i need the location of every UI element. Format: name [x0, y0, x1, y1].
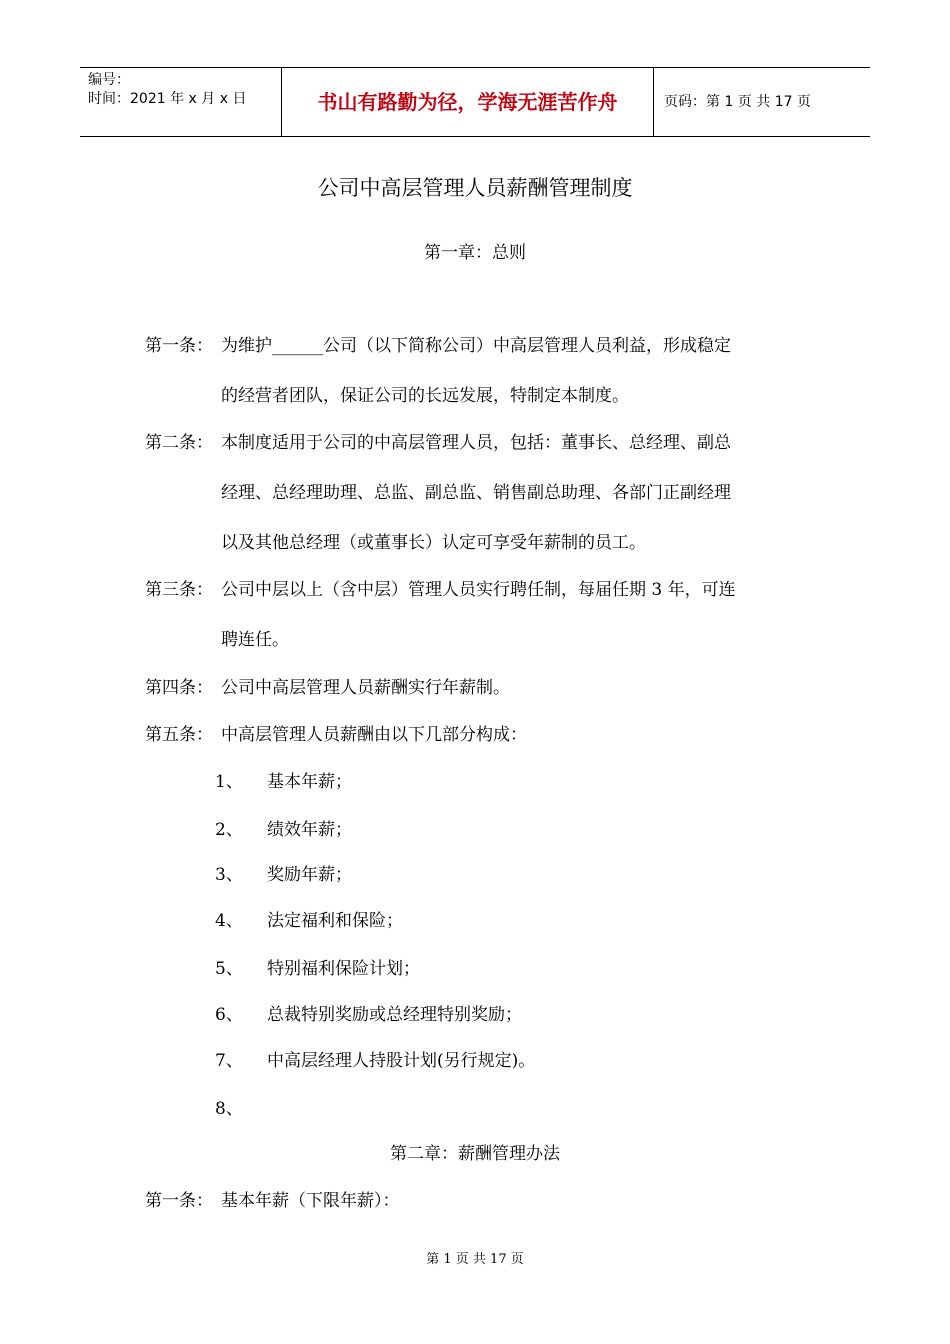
chapter-2-heading: 第二章：薪酬管理办法: [390, 1144, 560, 1164]
list-item-text: 中高层经理人持股计划(另行规定)。: [267, 1051, 536, 1071]
article-2-label: 第二条：: [145, 433, 213, 453]
header-page-info: 页码：第 1 页 共 17 页: [664, 94, 811, 110]
page-footer: 第 1 页 共 17 页: [426, 1252, 524, 1267]
article-4-label: 第四条：: [145, 678, 213, 698]
number-label: 编号：: [88, 72, 130, 88]
list-item-text: 法定福利和保险；: [267, 911, 403, 931]
list-item-number: 4、: [215, 911, 243, 931]
list-item-number: 1、: [215, 772, 243, 792]
article-3-label: 第三条：: [145, 580, 213, 600]
list-item-number: 7、: [215, 1051, 243, 1071]
list-item-number: 5、: [215, 959, 243, 979]
article-2-line-2: 经理、总经理助理、总监、副总监、销售副总助理、各部门正副经理: [221, 483, 731, 503]
list-item-text: 基本年薪；: [267, 772, 352, 792]
article-2-line-3: 以及其他总经理（或董事长）认定可享受年薪制的员工。: [221, 533, 646, 553]
chapter-1-heading: 第一章：总则: [424, 243, 526, 263]
article-1-line-1: 为维护______公司（以下简称公司）中高层管理人员利益，形成稳定: [221, 336, 731, 356]
header-motto: 书山有路勤为径，学海无涯苦作舟: [281, 68, 654, 136]
article-1-line-2: 的经营者团队，保证公司的长远发展，特制定本制度。: [221, 386, 629, 406]
article-2-line-1: 本制度适用于公司的中高层管理人员，包括：董事长、总经理、副总: [221, 433, 731, 453]
document-title: 公司中高层管理人员薪酬管理制度: [317, 176, 633, 200]
chapter-2-article-1-label: 第一条：: [145, 1191, 213, 1211]
article-3-line-1: 公司中层以上（含中层）管理人员实行聘任制，每届任期 3 年，可连: [221, 580, 736, 600]
list-item-text: 奖励年薪；: [267, 865, 352, 885]
article-5-line-1: 中高层管理人员薪酬由以下几部分构成：: [221, 725, 527, 745]
list-item-text: 特别福利保险计划；: [267, 959, 420, 979]
document-header: [80, 67, 870, 137]
article-5-label: 第五条：: [145, 725, 213, 745]
list-item-number: 2、: [215, 820, 243, 840]
article-4-line-1: 公司中高层管理人员薪酬实行年薪制。: [221, 678, 510, 698]
list-item-number: 6、: [215, 1005, 243, 1025]
article-1-label: 第一条：: [145, 336, 213, 356]
chapter-2-article-1-text: 基本年薪（下限年薪）：: [221, 1191, 400, 1211]
article-3-line-2: 聘连任。: [221, 630, 289, 650]
header-meta: [80, 68, 281, 136]
list-item-text: 总裁特别奖励或总经理特别奖励；: [267, 1005, 522, 1025]
list-item-number: 8、: [215, 1099, 243, 1119]
time-label: 时间：2021 年 x 月 x 日: [88, 91, 247, 107]
list-item-text: 绩效年薪；: [267, 820, 352, 840]
list-item-number: 3、: [215, 865, 243, 885]
